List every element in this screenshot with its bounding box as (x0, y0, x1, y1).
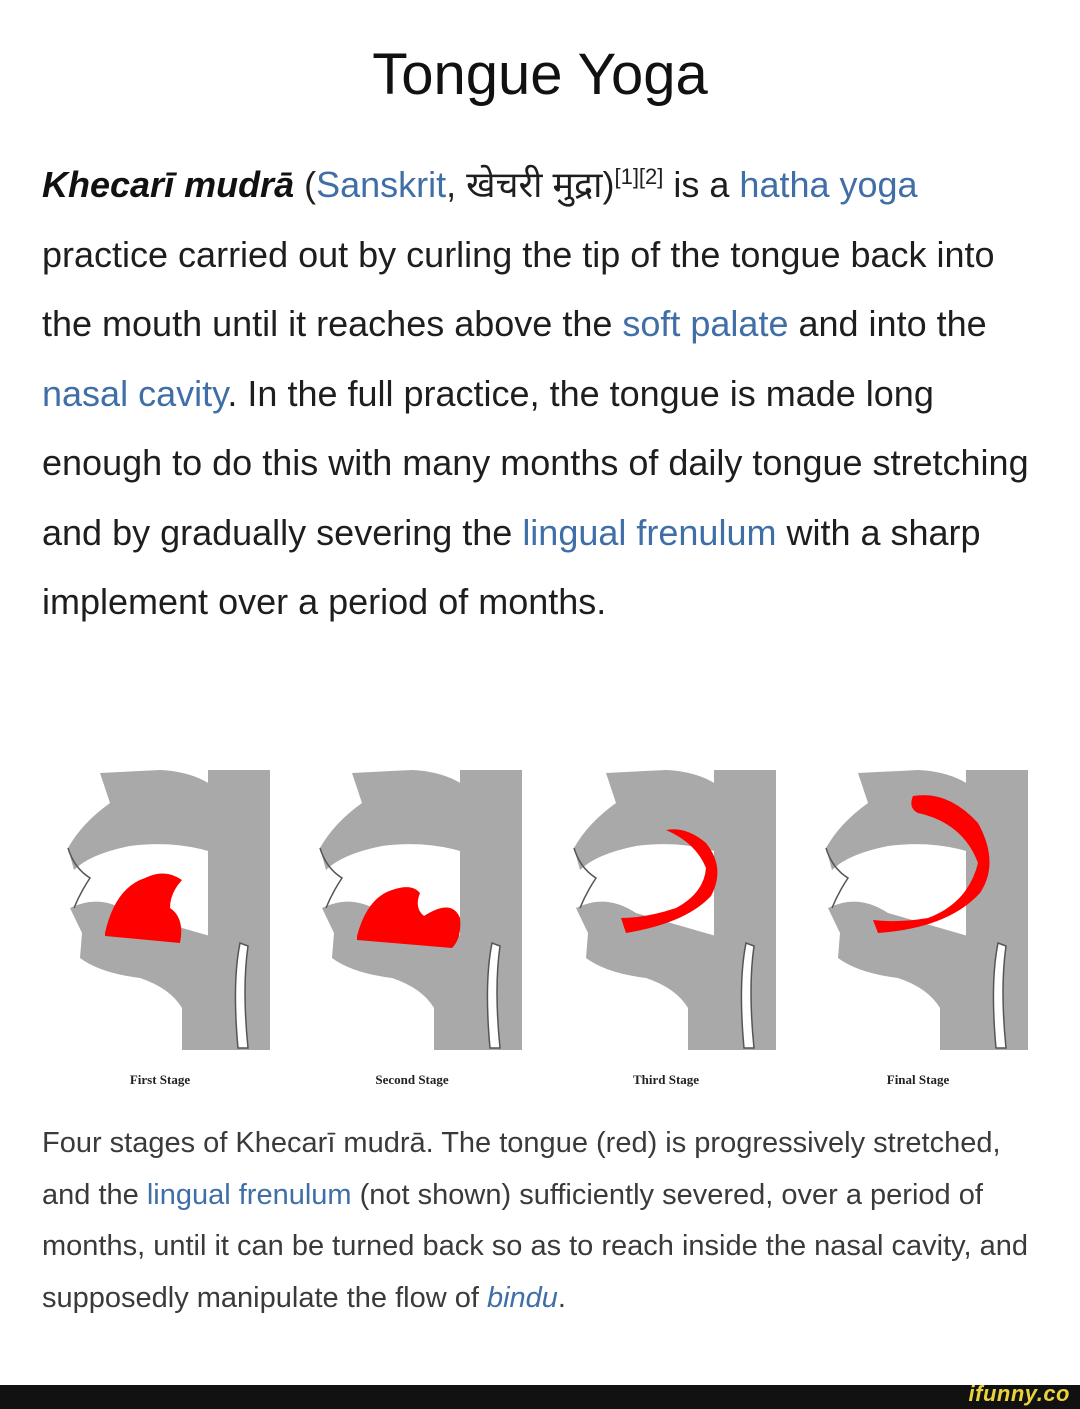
reference-links[interactable]: [1][2] (614, 164, 664, 189)
link-lingual-frenulum[interactable]: lingual frenulum (522, 511, 777, 553)
figure-first-stage (60, 768, 270, 1053)
mouth-cross-section-diagram (566, 768, 776, 1053)
ifunny-watermark: ifunny.co (968, 1381, 1070, 1406)
link-lingual-frenulum-caption[interactable]: lingual frenulum (146, 1178, 352, 1211)
link-sanskrit[interactable]: Sanskrit (316, 164, 447, 205)
figure-caption (42, 1118, 1052, 1324)
article-paragraph (42, 150, 1052, 637)
figure-final-stage (818, 768, 1028, 1053)
stages-illustration (60, 768, 1035, 1068)
page-title: Tongue Yoga (372, 42, 708, 107)
stage-label-final: Final Stage (886, 1072, 950, 1087)
text-segment: and into the (788, 303, 987, 344)
stage-label-first: First Stage (129, 1072, 191, 1087)
link-soft-palate[interactable]: soft palate (622, 303, 789, 344)
text-segment: with a sharp implement over a period of months. (42, 511, 981, 622)
link-nasal-cavity[interactable]: nasal cavity (42, 372, 228, 414)
text-segment: . (557, 1281, 566, 1314)
link-hatha-yoga[interactable]: hatha yoga (739, 164, 918, 205)
term-khecari-mudra: Khecarī mudrā (42, 164, 295, 205)
devanagari-text: , खेचरी मुद्रा) (446, 164, 615, 205)
figure-third-stage (566, 768, 776, 1053)
text-segment: is a (663, 164, 740, 205)
stage-label-second: Second Stage (375, 1072, 449, 1087)
text-segment: Four stages of Khecarī mudrā. The tongue (red) is progressively stretched, and the (42, 1127, 1001, 1211)
footer-bar (0, 1385, 1080, 1409)
text-segment: . In the full practice, the tongue is made long enough to do this with many months of daily tongue stretching and by gradually severing the (42, 372, 1029, 553)
mouth-cross-section-diagram (312, 768, 522, 1053)
mouth-cross-section-diagram (818, 768, 1028, 1053)
link-bindu[interactable]: bindu (486, 1281, 558, 1314)
text-segment: practice carried out by curling the tip of the tongue back into the mouth until it reaches above the (42, 233, 995, 344)
text-segment: ( (294, 164, 317, 205)
mouth-cross-section-diagram (60, 768, 270, 1053)
stage-label-third: Third Stage (632, 1072, 700, 1087)
text-segment: (not shown) sufficiently severed, over a period of months, until it can be turned back so as to reach inside the nasal cavity, and supposedly manipulate the flow of (42, 1178, 1029, 1314)
figure-second-stage (312, 768, 522, 1053)
